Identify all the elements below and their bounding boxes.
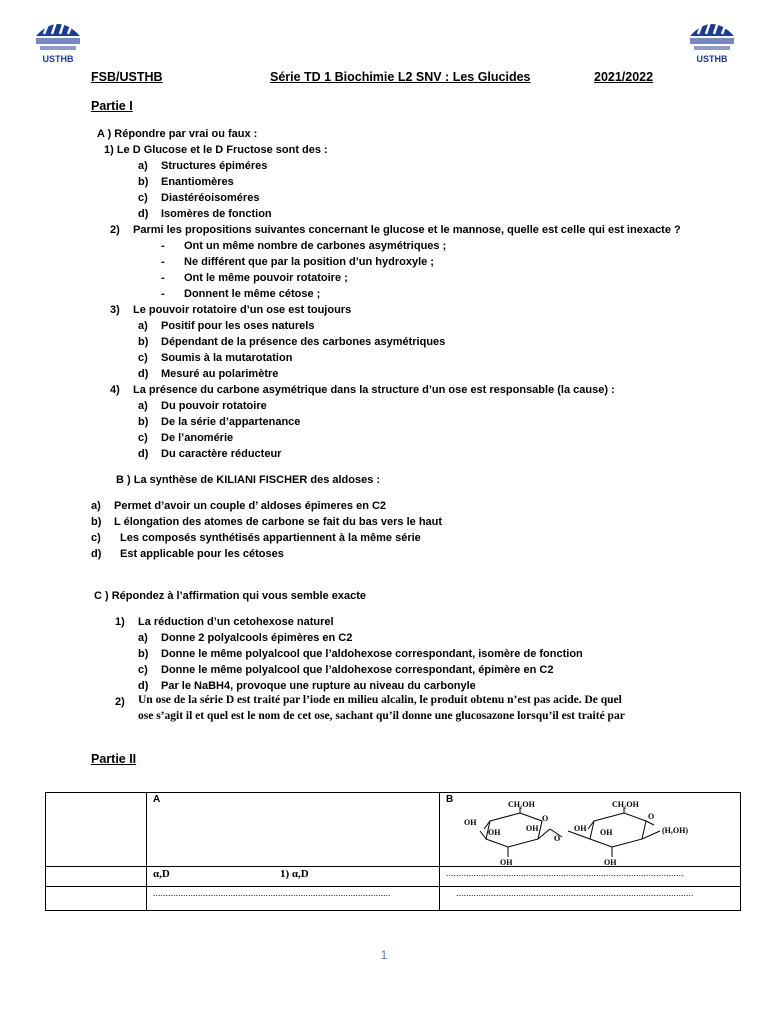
alpha-d-label: α,D bbox=[153, 868, 170, 880]
option-text: Par le NaBH4, provoque une rupture au niveau du carbonyle bbox=[161, 680, 476, 692]
option-key: d) bbox=[91, 548, 102, 560]
option-text: L élongation des atomes de carbone se fait du bas vers le haut bbox=[114, 516, 443, 528]
option-text: Les composés synthétisés appartiennent à la même série bbox=[120, 532, 421, 544]
option-key: a) bbox=[138, 632, 148, 644]
option-text: Est applicable pour les cétoses bbox=[120, 548, 284, 560]
option-key: b) bbox=[138, 176, 149, 188]
option-text: Ont un même nombre de carbones asymétriques ; bbox=[184, 240, 447, 252]
option-key: b) bbox=[138, 336, 149, 348]
c-q2-line2: ose s’agit il et quel est le nom de cet ose, sachant qu’il donne une glucosazone lorsqu’il est traité par bbox=[138, 710, 625, 722]
svg-text:OH: OH bbox=[574, 824, 587, 833]
option-key: a) bbox=[138, 160, 148, 172]
option-key: d) bbox=[138, 680, 149, 692]
q4-num: 4) bbox=[110, 384, 120, 396]
option-text: Du pouvoir rotatoire bbox=[161, 400, 267, 412]
answer-dots: ............................................................................................... bbox=[456, 888, 694, 898]
option-text: Structures épiméres bbox=[161, 160, 268, 172]
header-institution: FSB/USTHB bbox=[91, 70, 163, 84]
table-cell-empty bbox=[46, 793, 147, 867]
c-q2-num: 2) bbox=[115, 696, 125, 708]
svg-text:OH: OH bbox=[604, 858, 617, 865]
option-text: Dépendant de la présence des carbones asymétriques bbox=[161, 336, 446, 348]
option-text: Positif pour les oses naturels bbox=[161, 320, 315, 332]
option-text: Ont le même pouvoir rotatoire ; bbox=[184, 272, 348, 284]
option-text: Donne le même polyalcool que l’aldohexose correspondant, isomère de fonction bbox=[161, 648, 583, 660]
svg-text:O: O bbox=[542, 814, 549, 823]
option-key: b) bbox=[138, 648, 149, 660]
option-key: c) bbox=[138, 192, 148, 204]
table-cell-dots bbox=[147, 887, 440, 911]
option-text: De l’anomérie bbox=[161, 432, 234, 444]
table-header-b-cell bbox=[440, 793, 741, 867]
svg-text:OH: OH bbox=[488, 828, 501, 837]
option-text: Soumis à la mutarotation bbox=[161, 352, 293, 364]
page-number: 1 bbox=[380, 948, 388, 962]
svg-text:O: O bbox=[554, 834, 561, 843]
option-key: a) bbox=[138, 400, 148, 412]
svg-text:USTHB: USTHB bbox=[42, 54, 74, 64]
option-text: Donne 2 polyalcools épimères en C2 bbox=[161, 632, 353, 644]
table-header-b: B bbox=[446, 794, 454, 805]
svg-text:CH₂OH: CH₂OH bbox=[612, 801, 639, 809]
section-b-title: B ) La synthèse de KILIANI FISCHER des aldoses : bbox=[116, 474, 381, 486]
option-text: Donne le même polyalcool que l’aldohexose correspondant, épimère en C2 bbox=[161, 664, 554, 676]
option-text: Donnent le même cétose ; bbox=[184, 288, 321, 300]
table-cell-empty bbox=[46, 887, 147, 911]
section-c-title: C ) Répondez à l’affirmation qui vous semble exacte bbox=[94, 590, 367, 602]
svg-text:OH: OH bbox=[600, 828, 613, 837]
option-text: Du caractère réducteur bbox=[161, 448, 282, 460]
table-cell-empty bbox=[46, 867, 147, 887]
partie1-title: Partie I bbox=[91, 99, 133, 113]
option-text: Diastéréoisoméres bbox=[161, 192, 260, 204]
c-q2-line1: Un ose de la série D est traité par l’iode en milieu alcalin, le produit obtenu n’est pas acide. De quel bbox=[138, 694, 622, 706]
table-cell-dots bbox=[440, 867, 741, 887]
alpha-d-label-1: 1) α,D bbox=[280, 868, 309, 880]
table-cell-dots bbox=[440, 887, 741, 911]
usthb-logo-left bbox=[32, 16, 84, 64]
option-key: - bbox=[161, 240, 165, 252]
option-key: b) bbox=[91, 516, 102, 528]
table-cell-anomers bbox=[147, 867, 440, 887]
option-key: c) bbox=[138, 352, 148, 364]
header-year: 2021/2022 bbox=[594, 70, 654, 84]
answer-dots: ............................................................................................... bbox=[153, 888, 391, 898]
q2-label: Parmi les propositions suivantes concernant le glucose et le mannose, quelle est celle qui est inexacte ? bbox=[133, 224, 681, 236]
header-title: Série TD 1 Biochimie L2 SNV : Les Glucides bbox=[270, 70, 531, 84]
q1-label: 1) Le D Glucose et le D Fructose sont des : bbox=[104, 144, 328, 156]
disaccharide-structure bbox=[460, 801, 750, 865]
option-key: - bbox=[161, 256, 165, 268]
svg-text:USTHB: USTHB bbox=[696, 54, 728, 64]
answer-dots: ............................................................................................... bbox=[446, 868, 684, 878]
option-key: - bbox=[161, 288, 165, 300]
svg-text:OH: OH bbox=[500, 858, 513, 865]
option-key: d) bbox=[138, 208, 149, 220]
option-key: a) bbox=[138, 320, 148, 332]
partie2-table bbox=[45, 792, 741, 911]
svg-text:O: O bbox=[648, 812, 655, 821]
usthb-logo-right bbox=[686, 16, 738, 64]
option-text: Ne différent que par la position d’un hydroxyle ; bbox=[184, 256, 434, 268]
c-q1-num: 1) bbox=[115, 616, 125, 628]
option-key: b) bbox=[138, 416, 149, 428]
partie2-title: Partie II bbox=[91, 752, 137, 766]
svg-text:OH: OH bbox=[464, 818, 477, 827]
option-text: Isomères de fonction bbox=[161, 208, 272, 220]
option-key: c) bbox=[138, 432, 148, 444]
table-header-a: A bbox=[147, 793, 440, 867]
q3-num: 3) bbox=[110, 304, 120, 316]
section-a-title: A ) Répondre par vrai ou faux : bbox=[97, 128, 258, 140]
svg-text:(H,OH): (H,OH) bbox=[662, 826, 688, 835]
option-key: d) bbox=[138, 368, 149, 380]
option-key: a) bbox=[91, 500, 101, 512]
option-key: c) bbox=[138, 664, 148, 676]
option-key: - bbox=[161, 272, 165, 284]
option-key: d) bbox=[138, 448, 149, 460]
option-text: De la série d’appartenance bbox=[161, 416, 301, 428]
q3-label: Le pouvoir rotatoire d’un ose est toujours bbox=[133, 304, 352, 316]
svg-text:CH₂OH: CH₂OH bbox=[508, 801, 535, 809]
q4-label: La présence du carbone asymétrique dans la structure d’un ose est responsable (la cause) : bbox=[133, 384, 615, 396]
q2-num: 2) bbox=[110, 224, 120, 236]
option-text: Permet d’avoir un couple d’ aldoses épimeres en C2 bbox=[114, 500, 387, 512]
c-q1-label: La réduction d’un cetohexose naturel bbox=[138, 616, 334, 628]
svg-text:OH: OH bbox=[526, 824, 539, 833]
option-text: Mesuré au polarimètre bbox=[161, 368, 279, 380]
option-text: Enantiomères bbox=[161, 176, 234, 188]
option-key: c) bbox=[91, 532, 101, 544]
